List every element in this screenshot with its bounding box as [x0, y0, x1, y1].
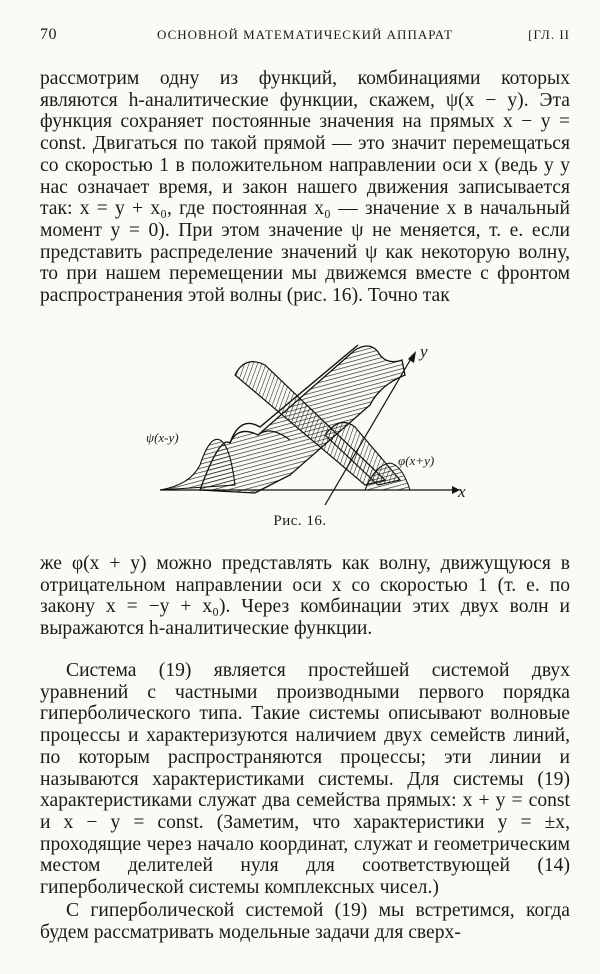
paragraph-3: Система (19) является простейшей системой двух уравнений с частными производными первого порядка гиперболического типа. Такие системы описывают волновые процессы и характеризуются наличием двух семейств линий, по которым распространяются процессы; эти линии и называются характеристиками системы. Для системы (19) характеристиками служат два семейства прямых: x + y = const и x − y = const. (Заметим, что характеристики y = ±x, проходящие через начало координат, служат и геометрическим местом делителей нуля для соответствующей (14) гиперболической системы комплексных чисел.) [40, 660, 570, 899]
phi-label: φ(x+y) [398, 453, 435, 468]
paragraph-1: рассмотрим одну из функций, комбинациями которых являются h-аналитические функции, скажем, ψ(x − y). Эта функция сохраняет постоянные значения на прямых x − y = const. Двигаться по такой прямой — это значит перемещаться со скоростью 1 в положительном направлении оси x (ведь y у нас означает время, и закон нашего движения записывается так: x = y + x₀, где постоянная x₀ — значение x в начальный момент y = 0). При этом значение ψ не меняется, т. е. если представить распределение значений ψ как некоторую волну, то при нашем перемещении мы движемся вместе с фронтом распространения этой волны (рис. 16). Точно так [40, 68, 570, 307]
psi-label: ψ(x-y) [146, 430, 179, 445]
figure-16 [140, 335, 480, 505]
page-number: 70 [40, 26, 57, 43]
x-axis-label: x [458, 482, 466, 501]
figure-caption: Рис. 16. [273, 513, 327, 529]
y-axis-label: y [420, 342, 428, 361]
running-header [40, 26, 570, 48]
chapter-label: [ГЛ. II [528, 27, 570, 42]
paragraph-4: С гиперболической системой (19) мы встретимся, когда будем рассматривать модельные задачи для сверх- [40, 900, 570, 943]
wave-illustration [140, 335, 480, 505]
running-title: ОСНОВНОЙ МАТЕМАТИЧЕСКИЙ АППАРАТ [157, 27, 453, 42]
paragraph-2: же φ(x + y) можно представлять как волну, движущуюся в отрицательном направлении оси x со скоростью 1 (т. е. по закону x = −y + x₀). Через комбинации этих двух волн и выражаются h-аналитические функции. [40, 553, 570, 640]
psi-profile [160, 439, 235, 490]
